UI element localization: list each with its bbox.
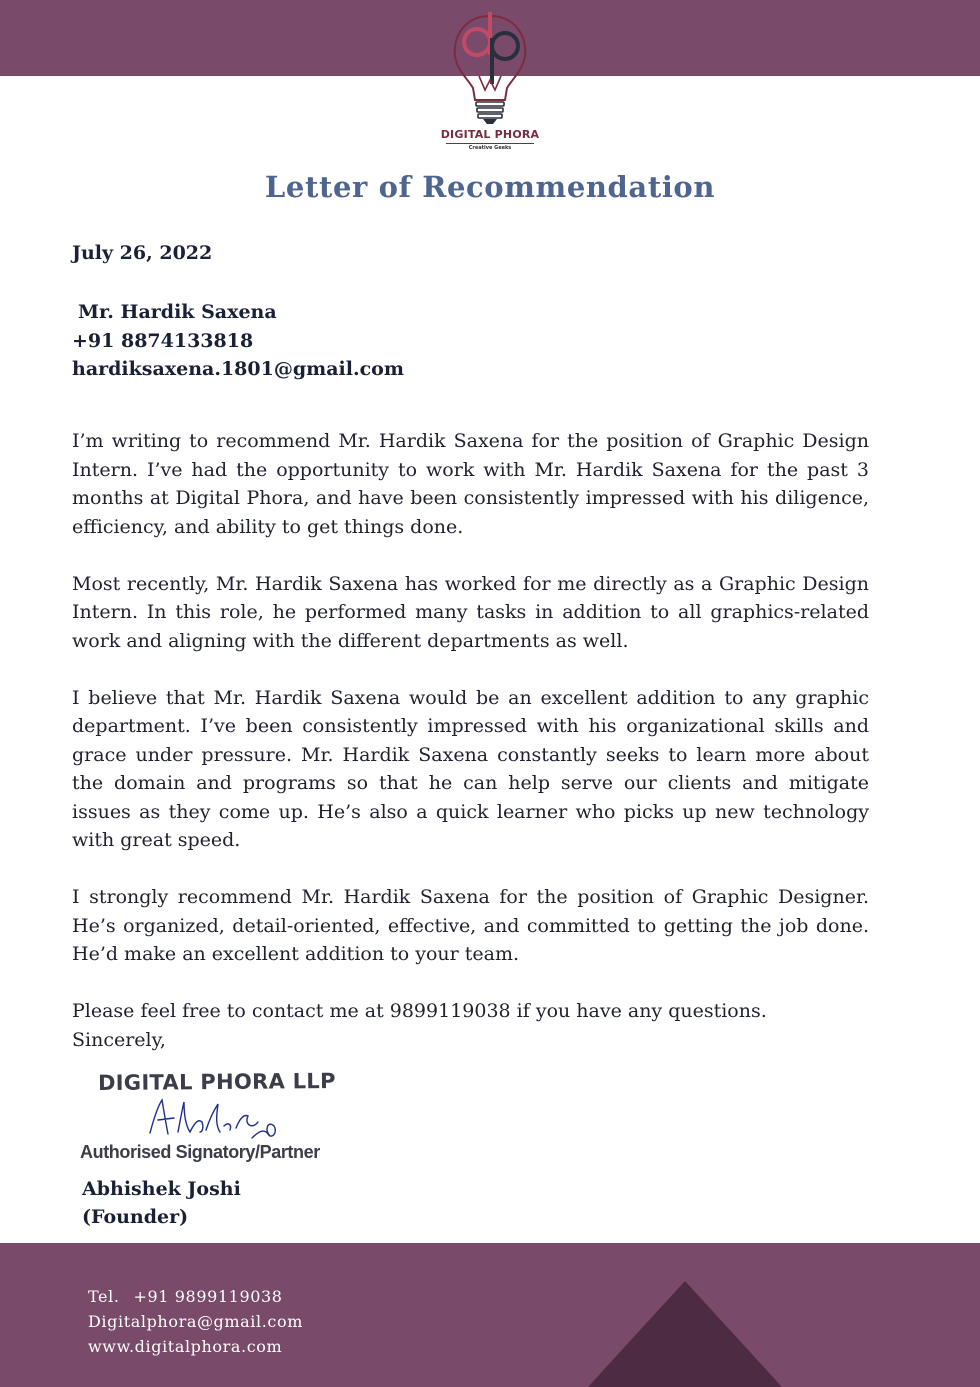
signer-title: (Founder) xyxy=(82,1206,189,1228)
logo-divider xyxy=(446,143,534,144)
letter-date: July 26, 2022 xyxy=(72,242,213,264)
footer-contact xyxy=(88,1284,303,1359)
signer-name: Abhishek Joshi xyxy=(82,1178,241,1200)
body-paragraph-4: I strongly recommend Mr. Hardik Saxena for the position of Graphic Designer. He’s organized, detail-oriented, effective, and committed to getting the job done. He’d make an excellent addition to your team. xyxy=(72,886,869,965)
company-logo xyxy=(420,8,560,156)
stamp-company-name: DIGITAL PHORA LLP xyxy=(97,1068,336,1096)
footer-website: www.digitalphora.com xyxy=(88,1337,283,1356)
footer-phone-line xyxy=(88,1284,303,1309)
company-stamp xyxy=(80,1068,380,1168)
letter-body xyxy=(72,427,869,1054)
logo-company-name: DIGITAL PHORA xyxy=(440,128,540,141)
footer-email: Digitalphora@gmail.com xyxy=(88,1312,303,1331)
lightbulb-logo-icon xyxy=(445,8,535,126)
recipient-block xyxy=(72,298,404,384)
body-paragraph-2: Most recently, Mr. Hardik Saxena has worked for me directly as a Graphic Design Intern. In this role, he performed many tasks in addition to all graphics-related work and aligning with the different departments as well. xyxy=(72,572,869,652)
handwritten-signature-icon xyxy=(140,1088,290,1148)
footer-triangle-decoration xyxy=(588,1281,782,1387)
recipient-phone: +91 8874133818 xyxy=(72,329,254,352)
closing-line: Please feel free to contact me at 9899119038 if you have any questions. xyxy=(72,1000,767,1022)
letter-title: Letter of Recommendation xyxy=(264,170,716,204)
logo-tagline: Creative Geeks xyxy=(468,145,512,151)
footer-tel-value: +91 9899119038 xyxy=(133,1287,283,1306)
recipient-email: hardiksaxena.1801@gmail.com xyxy=(72,358,404,380)
footer-tel-label: Tel. xyxy=(88,1287,120,1306)
recipient-name: Mr. Hardik Saxena xyxy=(78,301,277,323)
signer-block xyxy=(82,1175,241,1231)
sign-off: Sincerely, xyxy=(72,1028,166,1051)
body-paragraph-1: I’m writing to recommend Mr. Hardik Saxena for the position of Graphic Design Intern. I’ve had the opportunity to work with Mr. Hardik Saxena for the past 3 months at Digital Phora, and have been consistently impressed with his diligence, efficiency, and ability to get things done. xyxy=(72,430,869,538)
body-paragraph-3: I believe that Mr. Hardik Saxena would be an excellent addition to any graphic department. I’ve been consistently impressed with his organizational skills and grace under pressure. Mr. Hardik Saxena constantly seeks to learn more about the domain and programs so that he can help serve our clients and mitigate issues as they come up. He’s also a quick learner who picks up new technology with great speed. xyxy=(72,686,869,851)
stamp-signatory-role: Authorised Signatory/Partner xyxy=(80,1142,320,1162)
